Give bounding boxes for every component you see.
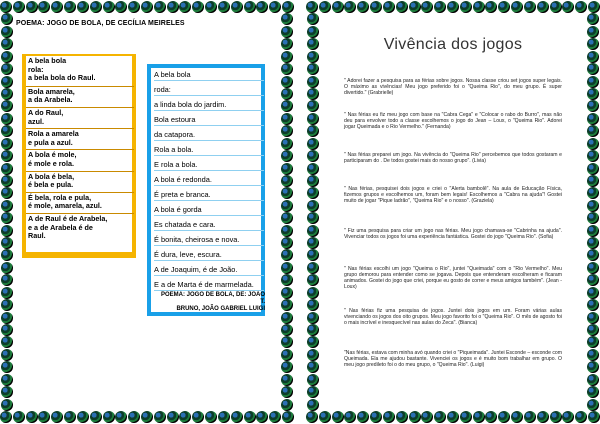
soccer-ball-icon bbox=[281, 299, 293, 311]
soccer-ball-icon bbox=[511, 411, 523, 423]
soccer-ball-icon bbox=[281, 125, 293, 137]
soccer-ball-icon bbox=[192, 1, 204, 13]
soccer-ball-icon bbox=[231, 1, 243, 13]
soccer-ball-icon bbox=[0, 1, 12, 13]
soccer-ball-icon bbox=[587, 249, 599, 261]
soccer-ball-icon bbox=[13, 411, 25, 423]
poem-line: A bela bola bbox=[28, 56, 67, 65]
poem-line: rola: bbox=[28, 64, 44, 74]
soccer-ball-icon bbox=[396, 411, 408, 423]
poem-line: a da Arabela. bbox=[28, 95, 73, 105]
soccer-ball-icon bbox=[281, 175, 293, 187]
soccer-ball-icon bbox=[38, 1, 50, 13]
poem-credit bbox=[155, 292, 265, 313]
soccer-ball-icon bbox=[218, 411, 230, 423]
soccer-ball-icon bbox=[51, 1, 63, 13]
soccer-ball-icon bbox=[357, 1, 369, 13]
soccer-ball-icon bbox=[281, 150, 293, 162]
soccer-ball-icon bbox=[460, 1, 472, 13]
soccer-ball-icon bbox=[1, 336, 13, 348]
soccer-ball-icon bbox=[1, 312, 13, 324]
soccer-ball-icon bbox=[218, 1, 230, 13]
soccer-ball-icon bbox=[281, 76, 293, 88]
soccer-ball-icon bbox=[588, 411, 600, 423]
soccer-ball-icon bbox=[447, 1, 459, 13]
soccer-ball-icon bbox=[1, 175, 13, 187]
soccer-ball-icon bbox=[1, 374, 13, 386]
soccer-ball-icon bbox=[281, 262, 293, 274]
testimonial-paragraph: " Nas férias eu fiz meu jogo com base na "Cabra Cega" e "Colocar o rabo do Burro", mas não deu para envolver todo a classe escolhemos o jogo do Jean – Loux, o "Queima Rio". Adorei jogar Queimada e o Rio Vermelho." (Fernanda) bbox=[344, 112, 562, 130]
soccer-ball-icon bbox=[281, 399, 293, 411]
soccer-ball-icon bbox=[562, 411, 574, 423]
soccer-ball-icon bbox=[307, 13, 319, 25]
soccer-ball-icon bbox=[1, 187, 13, 199]
soccer-ball-icon bbox=[307, 287, 319, 299]
soccer-ball-icon bbox=[1, 76, 13, 88]
soccer-ball-icon bbox=[205, 1, 217, 13]
soccer-ball-icon bbox=[421, 411, 433, 423]
soccer-ball-icon bbox=[434, 411, 446, 423]
soccer-ball-icon bbox=[281, 88, 293, 100]
yellow-poem-box bbox=[26, 56, 132, 252]
soccer-ball-icon bbox=[256, 1, 268, 13]
soccer-ball-icon bbox=[587, 200, 599, 212]
soccer-ball-icon bbox=[587, 163, 599, 175]
soccer-ball-icon bbox=[587, 175, 599, 187]
soccer-ball-icon bbox=[103, 1, 115, 13]
soccer-ball-icon bbox=[307, 237, 319, 249]
soccer-ball-icon bbox=[587, 138, 599, 150]
yellow-poem-panel bbox=[22, 54, 136, 258]
testimonial-paragraph: " Nas férias escolhi um jogo "Queima o Rio", juntei "Queimada" com o "Rio Vermelho". Meu grupo demorou para entender como se jogava. Depois que entenderam escolheram e ficaram animados. Gostei do jogo que criei, porque eu gosto de correr e meus amigos também". (Jean - Loux) bbox=[344, 266, 562, 290]
soccer-ball-icon bbox=[307, 187, 319, 199]
soccer-ball-icon bbox=[307, 225, 319, 237]
testimonial-paragraph: " Nas férias fiz uma pesquisa de jogos. Juntei dois jogos em um. Foram várias aulas vivenciando os jogos dos oito grupos. Meu jogo favorito foi o "Queima Rio". O mês de agosto foi o mais incrível e inesquecível nas aulas do Zeca". (Bianca) bbox=[344, 308, 562, 326]
soccer-ball-icon bbox=[421, 1, 433, 13]
soccer-ball-icon bbox=[1, 237, 13, 249]
right-page bbox=[306, 0, 600, 424]
soccer-ball-icon bbox=[307, 113, 319, 125]
soccer-ball-icon bbox=[332, 1, 344, 13]
soccer-ball-icon bbox=[307, 249, 319, 261]
soccer-ball-icon bbox=[357, 411, 369, 423]
poem-line: É dura, leve, escura. bbox=[154, 250, 264, 261]
soccer-ball-icon bbox=[244, 1, 256, 13]
soccer-ball-icon bbox=[409, 411, 421, 423]
soccer-ball-icon bbox=[562, 1, 574, 13]
poem-stanza bbox=[26, 192, 134, 212]
soccer-ball-icon bbox=[575, 411, 587, 423]
soccer-ball-icon bbox=[434, 1, 446, 13]
soccer-ball-icon bbox=[281, 212, 293, 224]
soccer-ball-icon bbox=[281, 324, 293, 336]
soccer-ball-icon bbox=[154, 411, 166, 423]
soccer-ball-icon bbox=[77, 1, 89, 13]
testimonial-paragraph: " Adorei fazer a pesquisa para as férias sobre jogos. Nossa classe criou set jogos super legais. O máximo as vivências! Meu jogo preferido foi o "Queima Rio", do meu grupo. É super divertido." (Grabrielle) bbox=[344, 78, 562, 96]
soccer-ball-icon bbox=[13, 1, 25, 13]
soccer-ball-icon bbox=[537, 1, 549, 13]
poem-line: Bola estoura bbox=[154, 115, 264, 126]
soccer-ball-icon bbox=[307, 386, 319, 398]
soccer-ball-icon bbox=[383, 411, 395, 423]
page-title: Vivência dos jogos bbox=[383, 36, 523, 53]
soccer-ball-icon bbox=[38, 411, 50, 423]
soccer-ball-icon bbox=[370, 411, 382, 423]
soccer-ball-icon bbox=[537, 411, 549, 423]
soccer-ball-icon bbox=[511, 1, 523, 13]
soccer-ball-icon bbox=[281, 361, 293, 373]
soccer-ball-icon bbox=[281, 100, 293, 112]
soccer-ball-icon bbox=[587, 63, 599, 75]
soccer-ball-icon bbox=[192, 411, 204, 423]
soccer-ball-icon bbox=[587, 349, 599, 361]
soccer-ball-icon bbox=[205, 411, 217, 423]
soccer-ball-icon bbox=[154, 1, 166, 13]
soccer-ball-icon bbox=[1, 138, 13, 150]
soccer-ball-icon bbox=[587, 299, 599, 311]
soccer-ball-icon bbox=[344, 1, 356, 13]
soccer-ball-icon bbox=[256, 411, 268, 423]
soccer-ball-icon bbox=[26, 1, 38, 13]
soccer-ball-icon bbox=[307, 88, 319, 100]
soccer-ball-icon bbox=[179, 1, 191, 13]
poem-line: azul. bbox=[28, 116, 44, 126]
poem-line: é mole e rola. bbox=[28, 158, 74, 168]
soccer-ball-icon bbox=[1, 225, 13, 237]
soccer-ball-icon bbox=[587, 13, 599, 25]
soccer-ball-icon bbox=[51, 411, 63, 423]
page-gutter bbox=[294, 0, 306, 424]
soccer-ball-icon bbox=[64, 1, 76, 13]
soccer-ball-icon bbox=[281, 225, 293, 237]
soccer-ball-icon bbox=[281, 386, 293, 398]
soccer-ball-icon bbox=[281, 274, 293, 286]
soccer-ball-icon bbox=[587, 336, 599, 348]
poem-line: A do Raul, bbox=[28, 108, 64, 117]
soccer-ball-icon bbox=[1, 262, 13, 274]
soccer-ball-icon bbox=[128, 411, 140, 423]
soccer-ball-icon bbox=[587, 150, 599, 162]
soccer-ball-icon bbox=[103, 411, 115, 423]
soccer-ball-icon bbox=[447, 411, 459, 423]
poem-line: Rola a bola. bbox=[154, 145, 264, 156]
soccer-ball-icon bbox=[587, 324, 599, 336]
soccer-ball-icon bbox=[524, 411, 536, 423]
poem-line: É preta e branca. bbox=[154, 190, 264, 201]
soccer-ball-icon bbox=[0, 411, 12, 423]
soccer-ball-icon bbox=[307, 100, 319, 112]
soccer-ball-icon bbox=[307, 63, 319, 75]
soccer-ball-icon bbox=[231, 411, 243, 423]
testimonial-paragraph: "Nas férias, estava com minha avó quando criei o "Piqueimada". Juntei Esconde – esconde com Queimada. Ela me ajudou bastante. Vivenciei os jogos e é muito bom trabalhar em grupo. O meu jogo predileto foi o do meu grupo, o "Queima Rio". (Luigi) bbox=[344, 350, 562, 368]
blue-poem-box bbox=[147, 64, 265, 316]
soccer-ball-icon bbox=[281, 312, 293, 324]
poem-stanza bbox=[26, 149, 134, 169]
soccer-ball-icon bbox=[550, 1, 562, 13]
soccer-ball-icon bbox=[1, 349, 13, 361]
soccer-ball-icon bbox=[115, 1, 127, 13]
soccer-ball-icon bbox=[307, 374, 319, 386]
soccer-ball-icon bbox=[485, 411, 497, 423]
soccer-ball-icon bbox=[409, 1, 421, 13]
poem-title: POEMA: JOGO DE BOLA, DE CECÍLIA MEIRELES bbox=[16, 20, 185, 27]
poem-stanza bbox=[26, 86, 134, 106]
testimonial-paragraph: " Nas férias preparei um jogo. Na vivência do "Queima Rio" percebemos que todos gostaram e participaram do . De todos gostei mais do nosso grupo". (Livia) bbox=[344, 152, 562, 164]
poem-line: é bela e pula. bbox=[28, 180, 74, 190]
soccer-ball-icon bbox=[307, 200, 319, 212]
soccer-ball-icon bbox=[90, 411, 102, 423]
poem-line: A de Joaquim, é de João. bbox=[154, 265, 264, 276]
soccer-ball-icon bbox=[383, 1, 395, 13]
soccer-ball-icon bbox=[370, 1, 382, 13]
soccer-ball-icon bbox=[282, 1, 294, 13]
soccer-ball-icon bbox=[1, 299, 13, 311]
soccer-ball-icon bbox=[1, 200, 13, 212]
soccer-ball-icon bbox=[1, 274, 13, 286]
soccer-ball-icon bbox=[167, 411, 179, 423]
soccer-ball-icon bbox=[1, 88, 13, 100]
soccer-ball-icon bbox=[587, 287, 599, 299]
soccer-ball-icon bbox=[281, 26, 293, 38]
soccer-ball-icon bbox=[281, 38, 293, 50]
soccer-ball-icon bbox=[587, 88, 599, 100]
soccer-ball-icon bbox=[281, 336, 293, 348]
soccer-ball-icon bbox=[307, 274, 319, 286]
soccer-ball-icon bbox=[307, 312, 319, 324]
poem-stanza bbox=[26, 128, 134, 148]
soccer-ball-icon bbox=[575, 1, 587, 13]
testimonial-paragraph: " Nas férias, pesquisei dois jogos e criei o "Alerta bambolê". Na aula de Educação Física, fizemos grupos e escolhemos um, foram bem legais! Escolhemos a "Cabra na ajuda"! Gostei muito de jogar "Pique ladrão", "Queima Rio" e o nosso". (Graziela) bbox=[344, 186, 562, 204]
poem-line: A bela bola bbox=[154, 70, 264, 81]
soccer-ball-icon bbox=[1, 386, 13, 398]
soccer-ball-icon bbox=[306, 411, 318, 423]
soccer-ball-icon bbox=[587, 312, 599, 324]
soccer-ball-icon bbox=[550, 411, 562, 423]
soccer-ball-icon bbox=[281, 287, 293, 299]
soccer-ball-icon bbox=[1, 125, 13, 137]
poem-line: é mole, amarela, azul. bbox=[28, 201, 102, 211]
soccer-ball-icon bbox=[587, 386, 599, 398]
poem-line: A bola é gorda bbox=[154, 205, 264, 216]
soccer-ball-icon bbox=[587, 399, 599, 411]
soccer-ball-icon bbox=[1, 13, 13, 25]
soccer-ball-icon bbox=[587, 100, 599, 112]
soccer-ball-icon bbox=[281, 249, 293, 261]
soccer-ball-icon bbox=[587, 125, 599, 137]
soccer-ball-icon bbox=[587, 76, 599, 88]
soccer-ball-icon bbox=[319, 1, 331, 13]
poem-line: Es chatada e cara. bbox=[154, 220, 264, 231]
soccer-ball-icon bbox=[128, 1, 140, 13]
soccer-ball-icon bbox=[1, 63, 13, 75]
soccer-ball-icon bbox=[485, 1, 497, 13]
soccer-ball-icon bbox=[1, 100, 13, 112]
soccer-ball-icon bbox=[587, 212, 599, 224]
soccer-ball-icon bbox=[1, 51, 13, 63]
testimonial-paragraph: " Fiz uma pesquisa para criar um jogo nas férias. Meu jogo chamava-se "Cabrinha na ajuda". Vivenciar todos os jogos foi uma experiência fantástica. Gostei do jogo "Queima Rio". (Sofia) bbox=[344, 228, 562, 240]
soccer-ball-icon bbox=[281, 187, 293, 199]
poem-line: Bola amarela, bbox=[28, 86, 75, 96]
soccer-ball-icon bbox=[587, 113, 599, 125]
soccer-ball-icon bbox=[307, 125, 319, 137]
soccer-ball-icon bbox=[244, 411, 256, 423]
soccer-ball-icon bbox=[588, 1, 600, 13]
soccer-ball-icon bbox=[319, 411, 331, 423]
soccer-ball-icon bbox=[281, 51, 293, 63]
soccer-ball-icon bbox=[307, 324, 319, 336]
soccer-ball-icon bbox=[1, 26, 13, 38]
soccer-ball-icon bbox=[587, 274, 599, 286]
soccer-ball-icon bbox=[281, 200, 293, 212]
poem-line: e a de Arabela é de bbox=[28, 222, 93, 232]
soccer-ball-icon bbox=[307, 299, 319, 311]
soccer-ball-icon bbox=[1, 399, 13, 411]
soccer-ball-icon bbox=[307, 138, 319, 150]
soccer-ball-icon bbox=[281, 113, 293, 125]
soccer-ball-icon bbox=[307, 163, 319, 175]
soccer-ball-icon bbox=[281, 138, 293, 150]
soccer-ball-icon bbox=[77, 411, 89, 423]
soccer-ball-icon bbox=[90, 1, 102, 13]
poem-line: É bela, rola e pula, bbox=[28, 192, 92, 202]
soccer-ball-icon bbox=[1, 361, 13, 373]
soccer-ball-icon bbox=[281, 163, 293, 175]
soccer-ball-icon bbox=[473, 411, 485, 423]
poem-stanza bbox=[26, 107, 134, 127]
soccer-ball-icon bbox=[307, 399, 319, 411]
soccer-ball-icon bbox=[282, 411, 294, 423]
soccer-ball-icon bbox=[1, 163, 13, 175]
soccer-ball-icon bbox=[524, 1, 536, 13]
poem-line: A de Raul é de Arabela, bbox=[28, 214, 108, 223]
soccer-ball-icon bbox=[587, 237, 599, 249]
soccer-ball-icon bbox=[587, 361, 599, 373]
soccer-ball-icon bbox=[498, 1, 510, 13]
soccer-ball-icon bbox=[332, 411, 344, 423]
soccer-ball-icon bbox=[587, 262, 599, 274]
soccer-ball-icon bbox=[307, 175, 319, 187]
soccer-ball-icon bbox=[179, 411, 191, 423]
soccer-ball-icon bbox=[1, 249, 13, 261]
soccer-ball-icon bbox=[1, 212, 13, 224]
poem-line: E a de Marta é de marmelada. bbox=[154, 280, 264, 291]
credit-line: POEMA: JOGO DE BOLA, DE: JOÃO T. bbox=[160, 292, 265, 305]
soccer-ball-icon bbox=[587, 225, 599, 237]
soccer-ball-icon bbox=[141, 1, 153, 13]
left-page bbox=[0, 0, 294, 424]
soccer-ball-icon bbox=[307, 361, 319, 373]
poem-line: e pula a azul. bbox=[28, 137, 73, 147]
soccer-ball-icon bbox=[26, 411, 38, 423]
soccer-ball-icon bbox=[587, 187, 599, 199]
poem-line: E rola a bola. bbox=[154, 160, 264, 171]
soccer-ball-icon bbox=[1, 113, 13, 125]
soccer-ball-icon bbox=[460, 411, 472, 423]
soccer-ball-icon bbox=[307, 262, 319, 274]
poem-line: É bonita, cheirosa e nova. bbox=[154, 235, 264, 246]
soccer-ball-icon bbox=[281, 374, 293, 386]
poem-line: Rola a amarela bbox=[28, 129, 79, 139]
soccer-ball-icon bbox=[281, 63, 293, 75]
soccer-ball-icon bbox=[498, 411, 510, 423]
poem-line: Raul. bbox=[28, 231, 46, 241]
soccer-ball-icon bbox=[281, 237, 293, 249]
poem-line: da catapora. bbox=[154, 130, 264, 141]
soccer-ball-icon bbox=[307, 349, 319, 361]
poem-stanza bbox=[26, 171, 134, 191]
soccer-ball-icon bbox=[306, 1, 318, 13]
soccer-ball-icon bbox=[587, 374, 599, 386]
soccer-ball-icon bbox=[1, 287, 13, 299]
soccer-ball-icon bbox=[1, 150, 13, 162]
poem-line: a linda bola do jardim. bbox=[154, 100, 264, 111]
poem-line: a bela bola do Raul. bbox=[28, 73, 96, 83]
poem-line: roda: bbox=[154, 85, 264, 96]
soccer-ball-icon bbox=[141, 411, 153, 423]
soccer-ball-icon bbox=[307, 150, 319, 162]
poem-stanza bbox=[26, 56, 134, 84]
poem-line: A bola é mole, bbox=[28, 150, 77, 160]
soccer-ball-icon bbox=[269, 411, 281, 423]
credit-line: BRUNO, JOÃO GABRIEL LUIGI bbox=[176, 306, 265, 312]
poem-line: A bola é redonda. bbox=[154, 175, 264, 186]
soccer-ball-icon bbox=[344, 411, 356, 423]
soccer-ball-icon bbox=[281, 349, 293, 361]
soccer-ball-icon bbox=[64, 411, 76, 423]
poem-line: A bola é bela, bbox=[28, 171, 75, 181]
soccer-ball-icon bbox=[269, 1, 281, 13]
soccer-ball-icon bbox=[1, 38, 13, 50]
soccer-ball-icon bbox=[307, 76, 319, 88]
soccer-ball-icon bbox=[473, 1, 485, 13]
soccer-ball-icon bbox=[167, 1, 179, 13]
soccer-ball-icon bbox=[307, 212, 319, 224]
soccer-ball-icon bbox=[1, 324, 13, 336]
soccer-ball-icon bbox=[396, 1, 408, 13]
soccer-ball-icon bbox=[281, 13, 293, 25]
soccer-ball-icon bbox=[115, 411, 127, 423]
poem-stanza bbox=[26, 213, 134, 242]
soccer-ball-icon bbox=[307, 336, 319, 348]
